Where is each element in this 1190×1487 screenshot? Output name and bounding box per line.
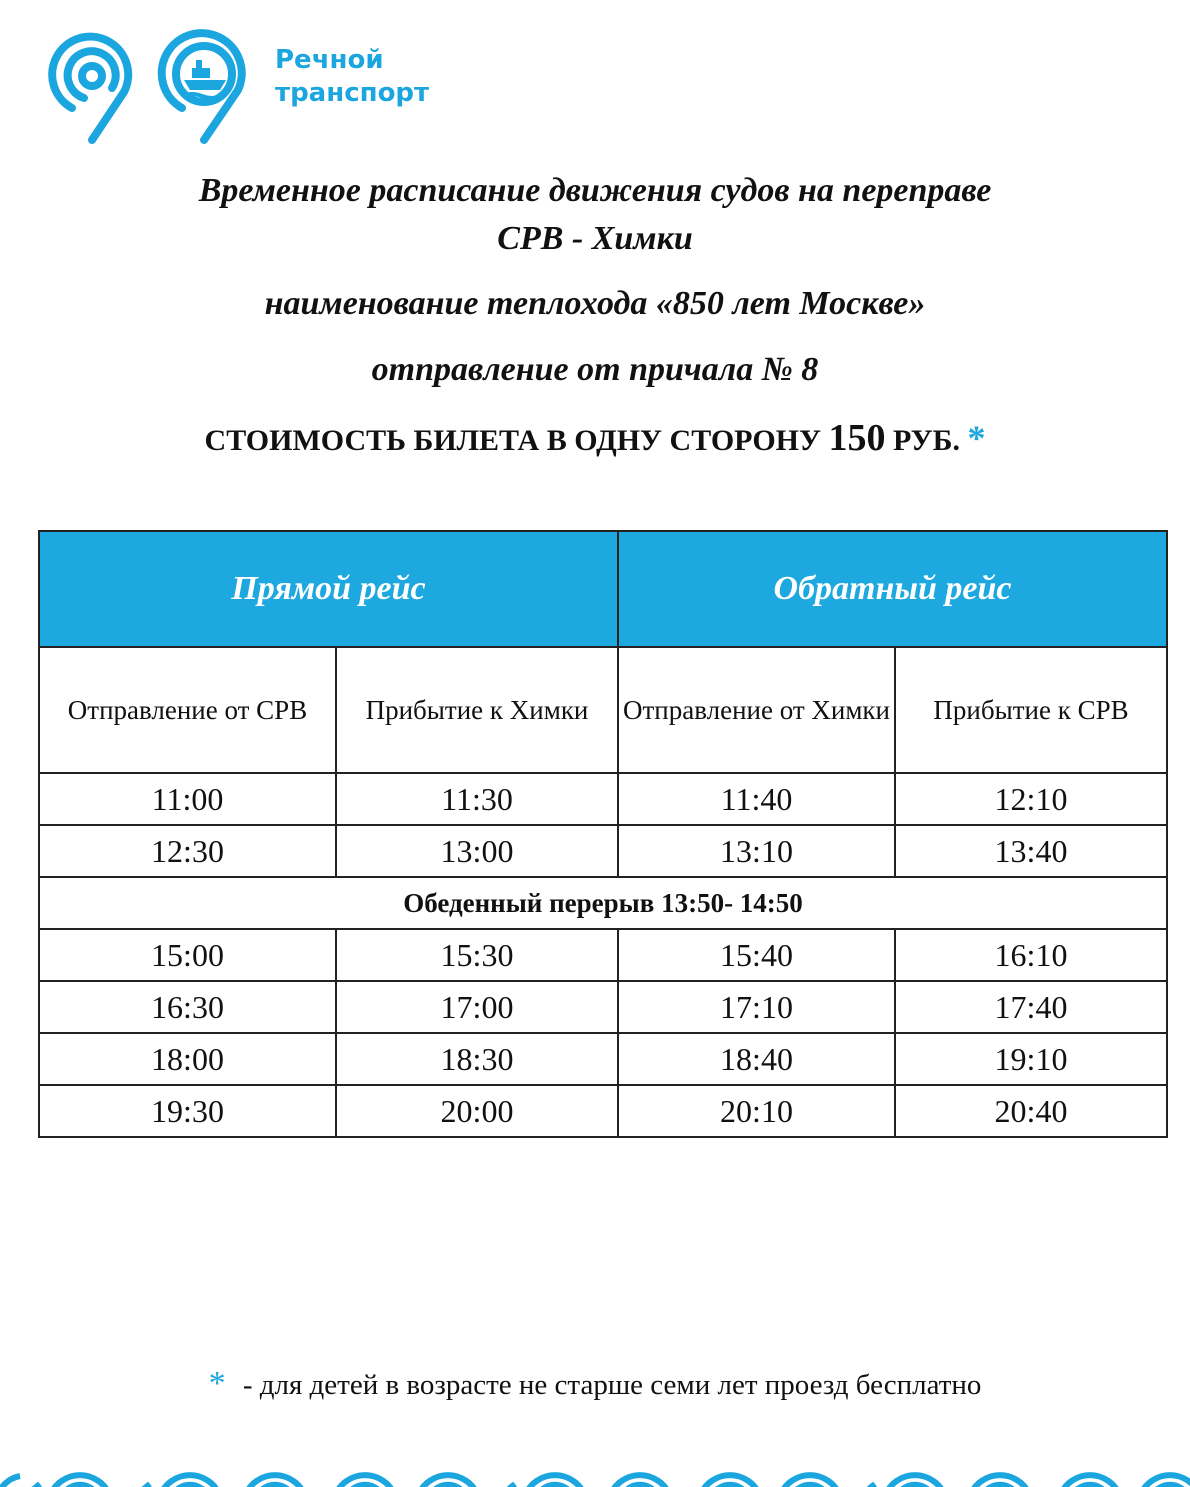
time-cell: 11:00 (39, 773, 336, 825)
time-cell: 17:10 (618, 981, 895, 1033)
ticket-price (0, 412, 1190, 467)
time-cell: 18:00 (39, 1033, 336, 1085)
time-cell: 11:30 (336, 773, 618, 825)
price-label: СТОИМОСТЬ БИЛЕТА В ОДНУ СТОРОНУ (204, 424, 822, 457)
lunch-break-label: Обеденный перерыв 13:50- 14:50 (39, 877, 1167, 929)
time-cell: 17:40 (895, 981, 1167, 1033)
lunch-break-row (39, 877, 1167, 929)
page-title (0, 167, 1190, 263)
time-cell: 16:30 (39, 981, 336, 1033)
time-cell: 11:40 (618, 773, 895, 825)
column-header: Отправление от Химки (618, 647, 895, 773)
table-row (39, 929, 1167, 981)
time-cell: 15:40 (618, 929, 895, 981)
footnote (0, 1362, 1190, 1407)
time-cell: 12:10 (895, 773, 1167, 825)
table-row (39, 1033, 1167, 1085)
wave-pattern-icon (0, 1456, 1190, 1487)
time-cell: 16:10 (895, 929, 1167, 981)
pier-info: отправление от причала № 8 (371, 351, 819, 388)
column-header: Прибытие к Химки (336, 647, 618, 773)
time-cell: 19:10 (895, 1033, 1167, 1085)
column-header-row (39, 647, 1167, 773)
price-footnote-mark: * (967, 418, 986, 458)
title-line2: СРВ - Химки (497, 220, 693, 257)
time-cell: 13:40 (895, 825, 1167, 877)
time-cell: 15:00 (39, 929, 336, 981)
brand-name-line2: транспорт (275, 78, 430, 108)
time-cell: 12:30 (39, 825, 336, 877)
brand-logo (42, 28, 442, 146)
table-row (39, 981, 1167, 1033)
time-cell: 17:00 (336, 981, 618, 1033)
brand-name (275, 44, 429, 110)
time-cell: 13:10 (618, 825, 895, 877)
title-line1: Временное расписание движения судов на переправе (198, 172, 992, 209)
footnote-text: - для детей в возрасте не старше семи лет проезд бесплатно (242, 1369, 982, 1401)
logo-emblem-icon (42, 28, 272, 146)
time-cell: 13:00 (336, 825, 618, 877)
decorative-wave-border (0, 1456, 1190, 1487)
direction-header-row (39, 531, 1167, 647)
time-cell: 20:40 (895, 1085, 1167, 1137)
time-cell: 18:30 (336, 1033, 618, 1085)
return-trip-header: Обратный рейс (618, 531, 1167, 647)
vessel-name: наименование теплохода «850 лет Москве» (264, 285, 926, 322)
price-currency: РУБ. (893, 424, 960, 457)
time-cell: 19:30 (39, 1085, 336, 1137)
schedule-table (38, 530, 1168, 1138)
footnote-mark: * (208, 1365, 226, 1402)
table-row (39, 825, 1167, 877)
price-amount: 150 (828, 417, 886, 459)
time-cell: 15:30 (336, 929, 618, 981)
time-cell: 20:10 (618, 1085, 895, 1137)
table-row (39, 773, 1167, 825)
brand-name-line1: Речной (275, 45, 384, 75)
column-header: Отправление от СРВ (39, 647, 336, 773)
column-header: Прибытие к СРВ (895, 647, 1167, 773)
forward-trip-header: Прямой рейс (39, 531, 618, 647)
time-cell: 18:40 (618, 1033, 895, 1085)
table-row (39, 1085, 1167, 1137)
time-cell: 20:00 (336, 1085, 618, 1137)
